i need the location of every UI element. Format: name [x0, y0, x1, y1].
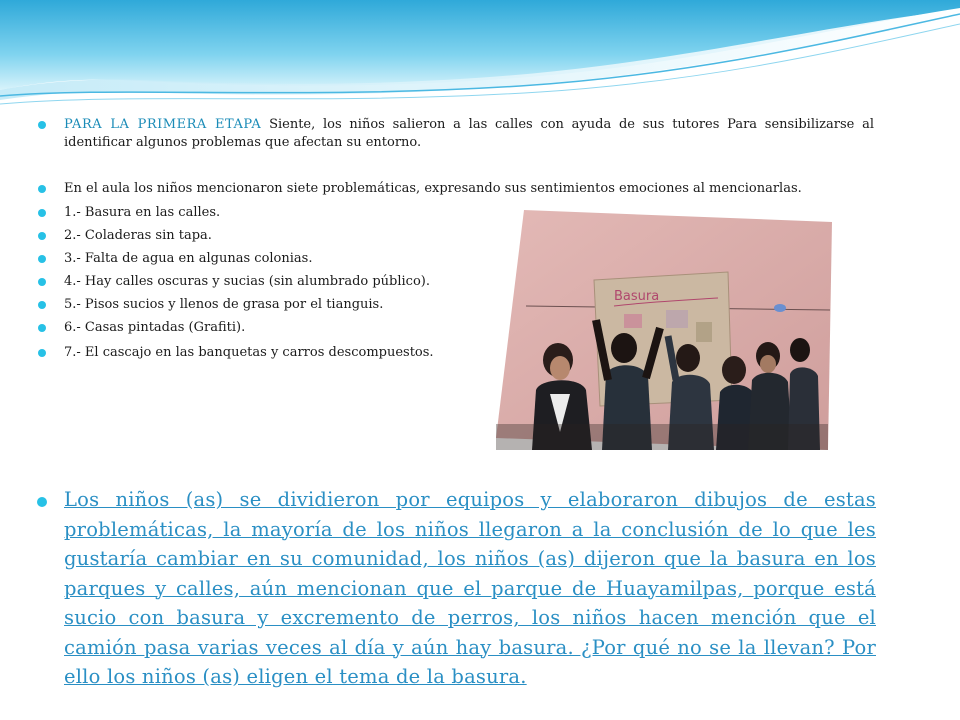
classroom-photo	[496, 210, 832, 450]
list-item: 2.- Coladeras sin tapa.	[64, 228, 212, 243]
bullet-icon	[38, 301, 46, 309]
conclusion-paragraph[interactable]: Los niños (as) se dividieron por equipos y elaboraron dibujos de estas problemáticas, la mayoría de los niños llegaron a la conclusión de lo que les gustaría cambiar en su comunidad, los niños (as) dijeron que la basura en los parques y calles, aún mencionan que el parque de Huayamilpas, porque está sucio con basura y excremento de perros, los niños hacen mención que el camión pasa varias veces al día y aún hay basura. ¿Por qué no se la llevan? Por ello los niños (as) eligen el tema de la basura.	[64, 488, 876, 688]
bullet-icon	[38, 278, 46, 286]
header-wave-decoration	[0, 0, 960, 110]
list-item: 6.- Casas pintadas (Grafiti).	[64, 320, 246, 335]
list-item: 4.- Hay calles oscuras y sucias (sin alumbrado público).	[64, 274, 430, 289]
bullet-icon	[38, 209, 46, 217]
list-item: 3.- Falta de agua en algunas colonias.	[64, 251, 313, 266]
bullet-icon	[38, 324, 46, 332]
list-item: 7.- El cascajo en las banquetas y carros descompuestos.	[64, 345, 434, 360]
bullet-icon	[38, 185, 46, 193]
list-item: 5.- Pisos sucios y llenos de grasa por el tianguis.	[64, 297, 384, 312]
bullet-icon	[38, 121, 46, 129]
bullet-icon	[37, 497, 47, 507]
intro-paragraph	[64, 116, 874, 152]
list-item: 1.- Basura en las calles.	[64, 205, 221, 220]
intro-lead: PARA LA PRIMERA ETAPA	[64, 117, 262, 132]
bullet-icon	[38, 232, 46, 240]
bullet-icon	[38, 255, 46, 263]
bullet-icon	[38, 349, 46, 357]
poster-title: Basura	[614, 289, 660, 304]
problems-intro: En el aula los niños mencionaron siete problemáticas, expresando sus sentimientos emociones al mencionarlas.	[64, 181, 802, 196]
intro-text: Siente, los niños salieron a las calles con ayuda de sus tutores Para sensibilizarse al identificar algunos problemas que afectan su entorno.	[64, 117, 874, 150]
